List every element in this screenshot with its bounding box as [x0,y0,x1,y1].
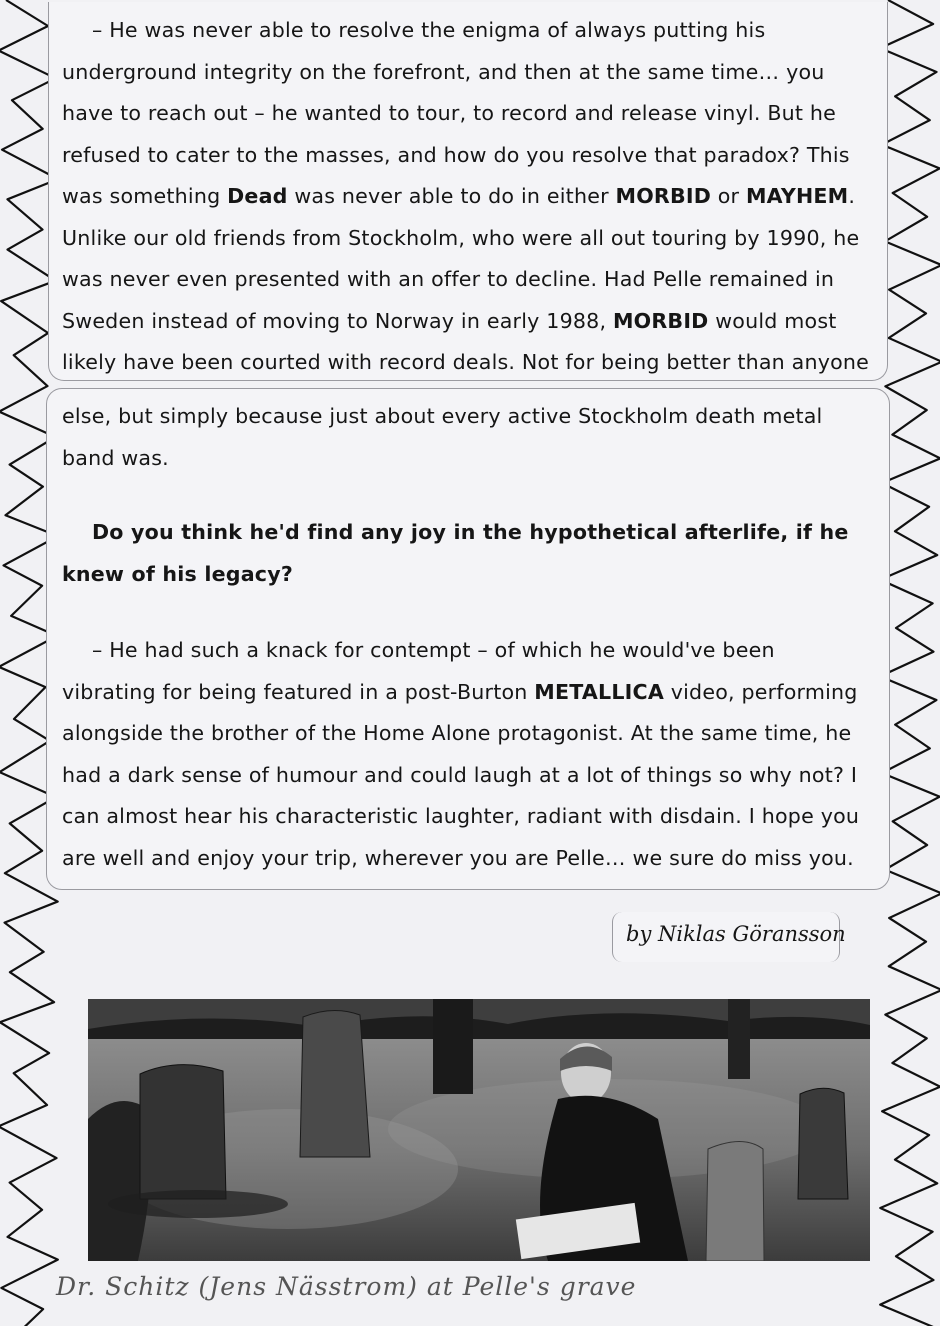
byline: by Niklas Göransson [626,922,846,946]
band-name-mayhem: MAYHEM [745,184,849,208]
answer-paragraph-2: – He had such a knack for contempt – of which he would've been vibrating for being featured in a post-Burton METALLICA video, performing alongside the brother of the Home Alone protagonist. At the same time, he had a dark sense of humour and could laugh at a lot of things so why not? I can almost hear his characteristic laughter, radiant with disdain. I hope you are well and enjoy your trip, wherever you are Pelle… we sure do miss you. [62,638,860,870]
band-name-morbid: MORBID [615,184,712,208]
band-name-dead: Dead [227,184,288,208]
tree-trunk-icon [433,999,473,1094]
interview-question: Do you think he'd find any joy in the hypothetical afterlife, if he knew of his legacy? [62,520,849,586]
band-name-metallica: METALLICA [534,679,664,704]
answer-paragraph-1-continued: else, but simply because just about every active Stockholm death metal band was. [62,404,823,470]
band-name-morbid-2: MORBID [612,308,709,333]
gravestone-center-icon [300,1010,370,1157]
gravestone-left-icon [140,1065,226,1199]
photo-caption: Dr. Schitz (Jens Nässtrom) at Pelle's grave [56,1272,637,1301]
answer-paragraph-1: – He was never able to resolve the enigma of always putting his underground integrity on the forefront, and then at the same time… you have to reach out – he wanted to tour, to record and release vinyl. But he refused to cater to the masses, and how do you resolve that paradox? This was something Dead was never able to do in either MORBID or MAYHEM. Unlike our old friends from Stockholm, who were all out touring by 1990, he was never even presented with an offer to decline. Had Pelle remained in Sweden instead of moving to Norway in early 1988, MORBID would most likely have been courted with record deals. Not for being better than anyone [62,18,870,374]
gravestone-right-icon [706,1142,764,1262]
graveyard-photo [88,999,870,1261]
